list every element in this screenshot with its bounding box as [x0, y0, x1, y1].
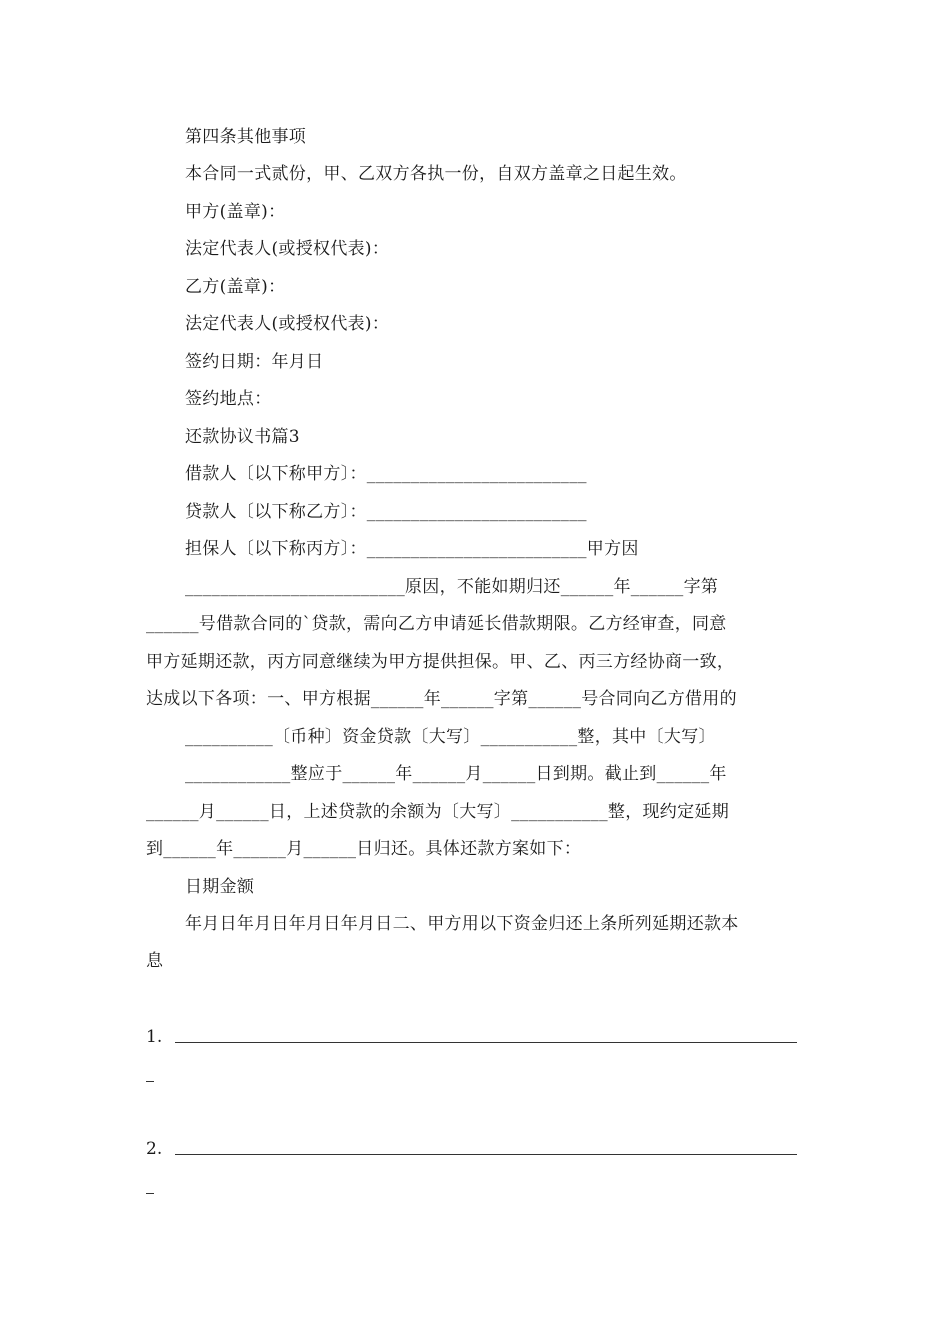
fill-in-line-continuation — [146, 1081, 154, 1082]
signing-date-label: 签约日期：年月日 — [185, 352, 324, 372]
body-line: ______月______日，上述贷款的余额为〔大写〕___________整，现约定延期 — [146, 802, 729, 822]
body-line: 甲方延期还款，丙方同意继续为甲方提供担保。甲、乙、丙三方经协商一致， — [146, 652, 735, 672]
body-line: 年月日年月日年月日年月日二、甲方用以下资金归还上条所列延期还款本 — [185, 914, 739, 934]
body-line: 达成以下各项：一、甲方根据______年______字第______号合同向乙方借用的 — [146, 689, 737, 709]
party-a-seal-label: 甲方(盖章)： — [185, 202, 286, 222]
body-line: 到______年______月______日归还。具体还款方案如下： — [146, 839, 582, 859]
list-item-number: 2. — [146, 1139, 163, 1159]
body-line: 息 — [146, 951, 164, 971]
body-line: ____________整应于______年______月______日到期。截止到______年 — [185, 764, 727, 784]
article-heading: 第四条其他事项 — [185, 127, 307, 147]
fill-in-line — [175, 1154, 797, 1155]
guarantor-field: 担保人〔以下称丙方〕：_________________________甲方因 — [185, 539, 639, 559]
section-title: 还款协议书篇3 — [185, 427, 300, 447]
body-line: ______号借款合同的`贷款，需向乙方申请延长借款期限。乙方经审查，同意 — [146, 614, 727, 634]
fill-in-line — [175, 1042, 797, 1043]
lender-field: 贷款人〔以下称乙方〕：_________________________ — [185, 502, 587, 522]
party-b-representative-label: 法定代表人(或授权代表)： — [185, 314, 390, 334]
signing-place-label: 签约地点： — [185, 389, 272, 409]
body-line: __________〔币种〕资金贷款〔大写〕___________整，其中〔大写〕 — [185, 727, 716, 747]
party-a-representative-label: 法定代表人(或授权代表)： — [185, 239, 390, 259]
list-item-number: 1. — [146, 1027, 163, 1047]
fill-in-line-continuation — [146, 1193, 154, 1194]
contract-effect-text: 本合同一式贰份，甲、乙双方各执一份，自双方盖章之日起生效。 — [185, 164, 687, 184]
date-amount-heading: 日期金额 — [185, 877, 255, 897]
borrower-field: 借款人〔以下称甲方〕：_________________________ — [185, 464, 587, 484]
body-line: _________________________原因，不能如期归还______年______字第 — [185, 577, 719, 597]
party-b-seal-label: 乙方(盖章)： — [185, 277, 286, 297]
